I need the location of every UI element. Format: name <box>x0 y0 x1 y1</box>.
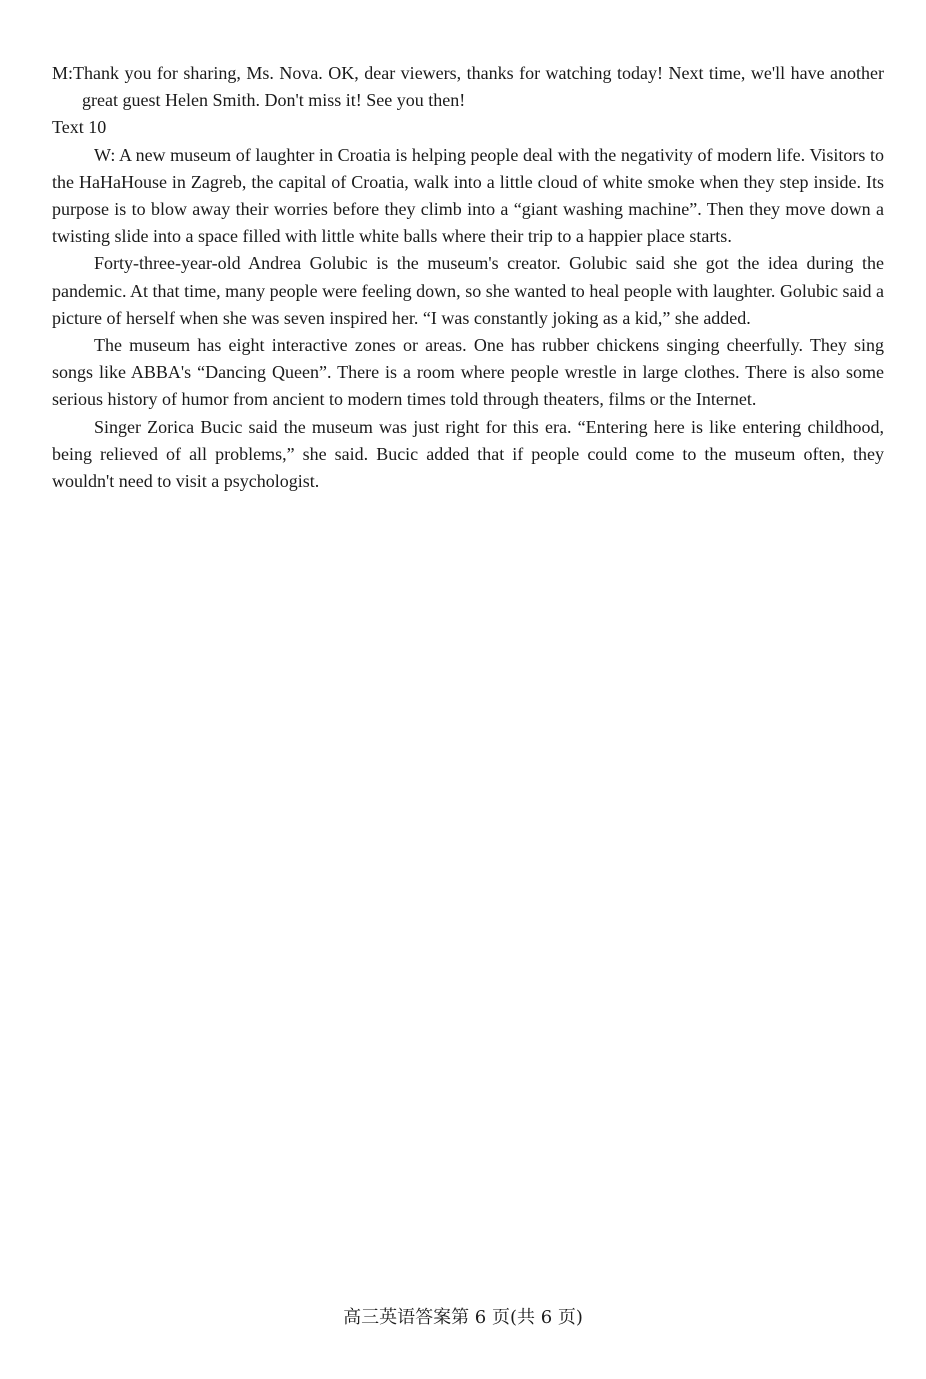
document-body <box>52 60 884 495</box>
paragraph-1: W: A new museum of laughter in Croatia is helping people deal with the negativity of modern life. Visitors to the HaHaHouse in Zagreb, the capital of Croatia, walk into a little cloud of white smoke when they step inside. Its purpose is to blow away their worries before they climb into a “giant washing machine”. Then they move down a twisting slide into a space filled with little white balls where their trip to a happier place starts. <box>52 144 884 247</box>
section-title-text-10: Text 10 <box>52 117 107 138</box>
paragraph-3: The museum has eight interactive zones or areas. One has rubber chickens singing cheerfully. They sing songs like ABBA's “Dancing Queen”. There is a room where people wrestle in large clothes. There is also some serious history of humor from ancient to modern times told through theaters, films or the Internet. <box>52 335 884 410</box>
dialogue-line-m: M:Thank you for sharing, Ms. Nova. OK, dear viewers, thanks for watching today! Next time, we'll have another great guest Helen Smith. Don't miss it! See you then! <box>52 63 884 111</box>
paragraph-4: Singer Zorica Bucic said the museum was just right for this era. “Entering here is like entering childhood, being relieved of all problems,” she said. Bucic added that if people could come to the museum often, they wouldn't need to visit a psychologist. <box>52 416 884 492</box>
paragraph-2: Forty-three-year-old Andrea Golubic is the museum's creator. Golubic said she got the idea during the pandemic. At that time, many people were feeling down, so she wanted to heal people with laughter. Golubic said a picture of herself when she was seven inspired her. “I was constantly joking as a kid,” she added. <box>52 253 884 328</box>
page-footer: 高三英语答案第 6 页(共 6 页) <box>343 1307 583 1328</box>
